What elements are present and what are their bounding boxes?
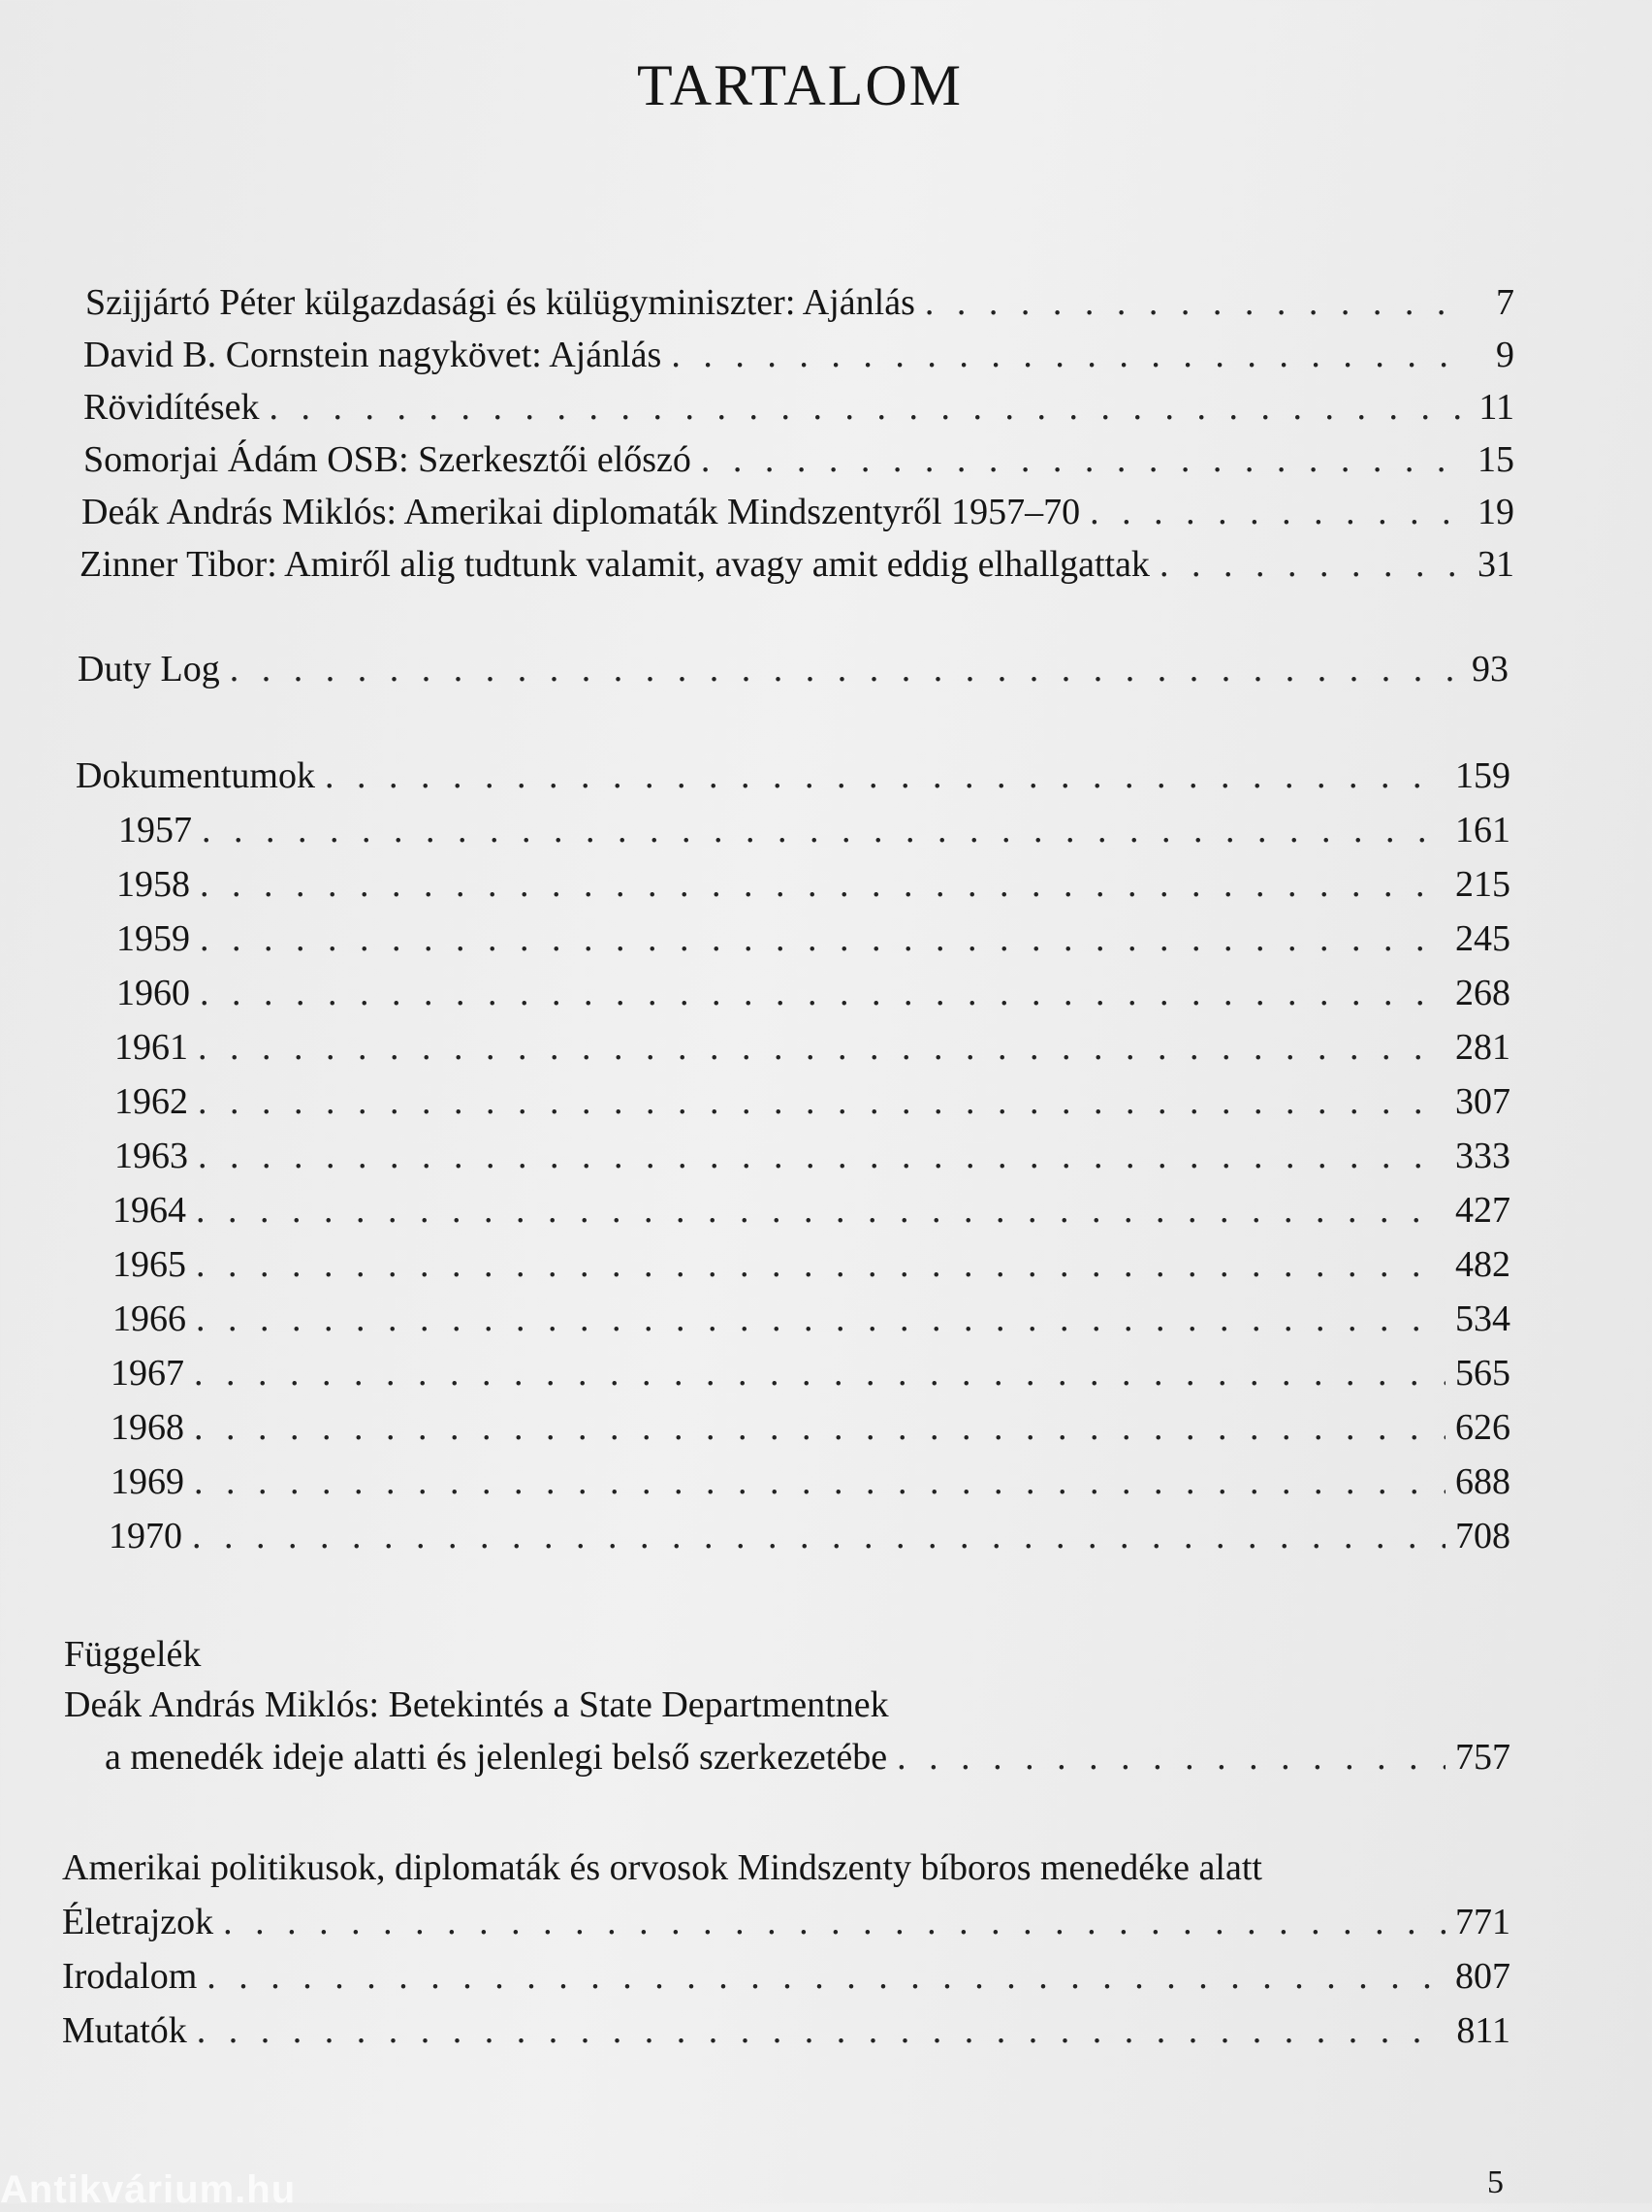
dot-leader bbox=[198, 1133, 1446, 1179]
toc-entry-label: Rövidítések bbox=[83, 387, 260, 428]
toc-entry-page: 757 bbox=[1455, 1737, 1510, 1778]
dot-leader bbox=[196, 1187, 1446, 1234]
toc-year-entry bbox=[116, 970, 1510, 1016]
toc-year-entry bbox=[116, 861, 1510, 908]
toc-entry-page: 9 bbox=[1496, 335, 1514, 375]
toc-entry-page: 93 bbox=[1472, 649, 1509, 689]
toc-entry-page: 688 bbox=[1455, 1461, 1510, 1502]
dot-leader bbox=[200, 915, 1446, 962]
watermark: Antikvárium.hu bbox=[0, 2168, 297, 2211]
toc-entry-documents bbox=[76, 753, 1510, 799]
toc-year-entry bbox=[114, 1078, 1510, 1125]
dot-leader bbox=[223, 1899, 1446, 1945]
dot-leader bbox=[198, 1024, 1446, 1071]
toc-year-entry bbox=[118, 807, 1510, 853]
toc-year-entry bbox=[114, 1133, 1510, 1179]
toc-entry-label: 1964 bbox=[112, 1190, 186, 1231]
toc-entry-label: 1970 bbox=[109, 1516, 182, 1556]
toc-entry-label: 1960 bbox=[116, 973, 190, 1013]
toc-entry bbox=[83, 332, 1514, 378]
toc-entry-page: 333 bbox=[1455, 1136, 1510, 1176]
toc-year-entry bbox=[109, 1513, 1510, 1559]
toc-entry-label: 1969 bbox=[111, 1461, 184, 1502]
toc-entry bbox=[62, 1899, 1510, 1945]
toc-entry-label: Mutatók bbox=[62, 2010, 187, 2051]
dot-leader bbox=[925, 279, 1466, 326]
toc-entry-label: 1957 bbox=[118, 810, 192, 850]
toc-entry-page: 268 bbox=[1455, 973, 1510, 1013]
dot-leader bbox=[270, 384, 1466, 431]
toc-entry-page: 427 bbox=[1455, 1190, 1510, 1231]
toc-entry-page: 159 bbox=[1455, 755, 1510, 796]
dot-leader bbox=[196, 1241, 1446, 1288]
toc-entry-page: 15 bbox=[1477, 439, 1514, 480]
dot-leader bbox=[701, 436, 1466, 483]
page-number: 5 bbox=[1487, 2164, 1504, 2200]
toc-entry-label: Irodalom bbox=[62, 1956, 198, 1997]
toc-entry-label: 1967 bbox=[111, 1353, 184, 1394]
toc-year-entry bbox=[111, 1350, 1510, 1396]
toc-year-entry bbox=[112, 1241, 1510, 1288]
dot-leader bbox=[325, 753, 1446, 799]
toc-entry-page: 482 bbox=[1455, 1244, 1510, 1285]
dot-leader bbox=[198, 1078, 1446, 1125]
toc-entry-page: 161 bbox=[1455, 810, 1510, 850]
toc-entry bbox=[62, 2007, 1510, 2054]
toc-entry-appendix bbox=[105, 1734, 1510, 1780]
dot-leader bbox=[671, 332, 1466, 378]
toc-entry-label: Szijjártó Péter külgazdasági és külügyminiszter: Ajánlás bbox=[85, 282, 915, 323]
toc-year-entry bbox=[114, 1024, 1510, 1071]
appendix-heading: Függelék bbox=[64, 1634, 202, 1675]
dot-leader bbox=[230, 646, 1460, 692]
toc-entry bbox=[79, 541, 1514, 588]
toc-entry-page: 708 bbox=[1455, 1516, 1510, 1556]
toc-entry-duty-log bbox=[78, 646, 1509, 692]
toc-entry-page: 307 bbox=[1455, 1081, 1510, 1122]
dot-leader bbox=[1090, 489, 1466, 535]
toc-year-entry bbox=[112, 1187, 1510, 1234]
dot-leader bbox=[196, 1296, 1446, 1342]
toc-entry-label: 1959 bbox=[116, 918, 190, 959]
appendix-title-line1: Deák András Miklós: Betekintés a State Departmentnek bbox=[64, 1684, 889, 1725]
toc-entry-label: Dokumentumok bbox=[76, 755, 315, 796]
toc-entry bbox=[83, 436, 1514, 483]
toc-entry-page: 811 bbox=[1456, 2010, 1510, 2051]
toc-year-entry bbox=[111, 1459, 1510, 1505]
toc-entry-label: Deák András Miklós: Amerikai diplomaták Mindszentyről 1957–70 bbox=[81, 492, 1081, 532]
dot-leader bbox=[200, 970, 1446, 1016]
toc-entry-label: Életrajzok bbox=[62, 1902, 214, 1942]
toc-entry-label: 1965 bbox=[112, 1244, 186, 1285]
toc-entry-page: 807 bbox=[1455, 1956, 1510, 1997]
toc-entry bbox=[83, 384, 1514, 431]
dot-leader bbox=[192, 1513, 1446, 1559]
toc-year-entry bbox=[112, 1296, 1510, 1342]
toc-entry-page: 11 bbox=[1478, 387, 1514, 428]
toc-entry-page: 245 bbox=[1455, 918, 1510, 959]
toc-entry-label: 1962 bbox=[114, 1081, 188, 1122]
toc-entry-page: 771 bbox=[1455, 1902, 1510, 1942]
toc-entry-page: 534 bbox=[1455, 1298, 1510, 1339]
toc-entry-label: Zinner Tibor: Amiről alig tudtunk valamit, avagy amit eddig elhallgattak bbox=[79, 544, 1150, 585]
toc-entry-label: 1963 bbox=[114, 1136, 188, 1176]
toc-entry-page: 626 bbox=[1455, 1407, 1510, 1448]
toc-entry-page: 281 bbox=[1455, 1027, 1510, 1068]
toc-entry-label: David B. Cornstein nagykövet: Ajánlás bbox=[83, 335, 662, 375]
toc-entry-page: 215 bbox=[1455, 864, 1510, 905]
toc-entry-label: 1968 bbox=[111, 1407, 184, 1448]
toc-entry-label: a menedék ideje alatti és jelenlegi belső szerkezetébe bbox=[105, 1737, 888, 1778]
toc-entry-label: Somorjai Ádám OSB: Szerkesztői előszó bbox=[83, 439, 691, 480]
page-title: TARTALOM bbox=[636, 53, 964, 117]
dot-leader bbox=[897, 1734, 1446, 1780]
toc-year-entry bbox=[111, 1404, 1510, 1451]
toc-entry bbox=[85, 279, 1514, 326]
toc-entry-page: 565 bbox=[1455, 1353, 1510, 1394]
toc-entry-label: 1958 bbox=[116, 864, 190, 905]
toc-entry-page: 7 bbox=[1496, 282, 1514, 323]
dot-leader bbox=[194, 1459, 1446, 1505]
toc-entry-label: 1966 bbox=[112, 1298, 186, 1339]
toc-entry bbox=[81, 489, 1514, 535]
section-heading: Amerikai politikusok, diplomaták és orvosok Mindszenty bíboros menedéke alatt bbox=[62, 1847, 1262, 1888]
dot-leader bbox=[194, 1350, 1446, 1396]
dot-leader bbox=[1160, 541, 1466, 588]
dot-leader bbox=[197, 2007, 1447, 2054]
toc-entry-page: 31 bbox=[1477, 544, 1514, 585]
dot-leader bbox=[202, 807, 1446, 853]
toc-entry-label: 1961 bbox=[114, 1027, 188, 1068]
dot-leader bbox=[206, 1953, 1446, 2000]
toc-entry-label: Duty Log bbox=[78, 649, 220, 689]
toc-entry-page: 19 bbox=[1477, 492, 1514, 532]
toc-entry bbox=[62, 1953, 1510, 2000]
dot-leader bbox=[200, 861, 1446, 908]
dot-leader bbox=[194, 1404, 1446, 1451]
toc-year-entry bbox=[116, 915, 1510, 962]
